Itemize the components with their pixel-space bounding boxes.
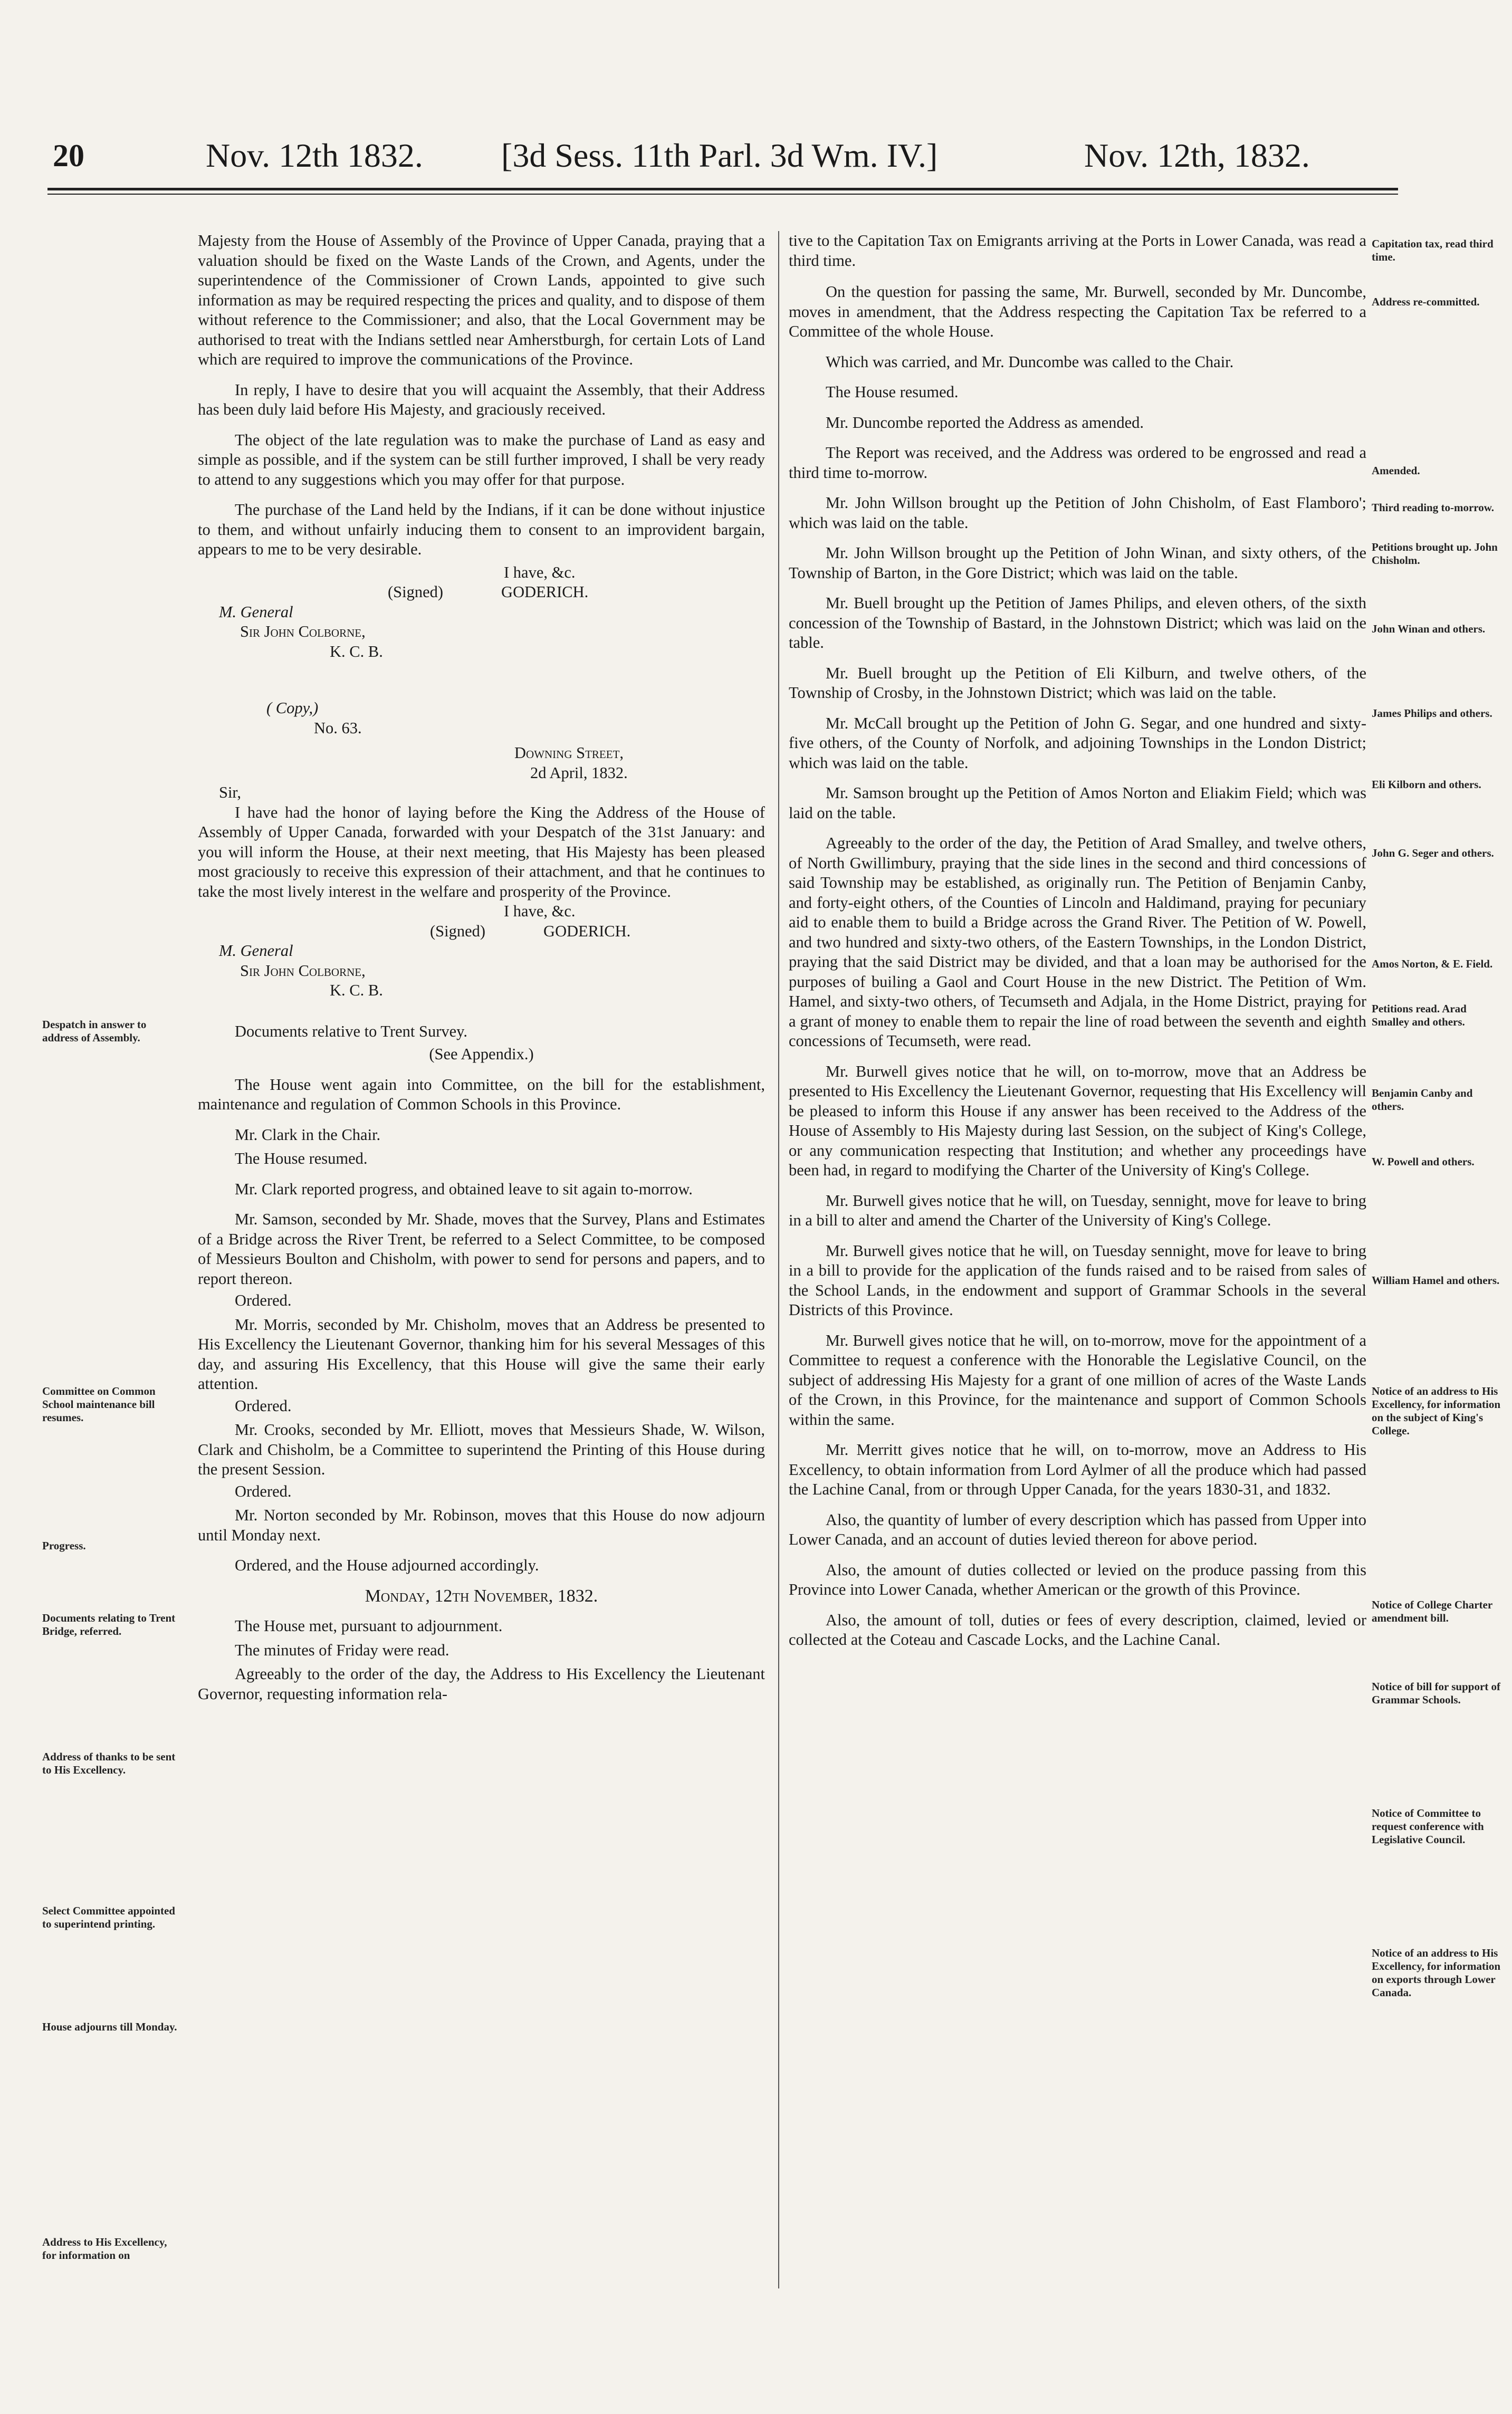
paragraph: On the question for passing the same, Mr. Burwell, seconded by Mr. Duncombe, moves in amendment, that the Address respecting the Capitation Tax be referred to a Committee of the whole House. <box>789 283 1366 340</box>
paragraph: Mr. Burwell gives notice that he will, on Tuesday, sennight, move for leave to bring in a bill to alter and amend the Charter of the University of King's College. <box>789 1191 1366 1229</box>
paragraph: Also, the amount of toll, duties or fees of every description, claimed, levied or collected at the Coteau and Cascade Locks, and the Lachine Canal. <box>789 1611 1366 1649</box>
paragraph: Mr. Samson brought up the Petition of Amos Norton and Eliakim Field; which was laid on the table. <box>789 784 1366 822</box>
margin-note-right: Address re-committed. <box>1372 295 1480 308</box>
paragraph: Ordered, and the House adjourned accordingly. <box>235 1556 539 1574</box>
header-date-left: Nov. 12th 1832. <box>206 137 423 174</box>
margin-note-right: William Hamel and others. <box>1372 1274 1500 1287</box>
paragraph: Mr. Duncombe reported the Address as amended. <box>826 413 1144 432</box>
margin-note-left: Address of thanks to be sent to His Excellency. <box>42 1750 176 1776</box>
ordered: Ordered. <box>235 1396 292 1415</box>
rank: M. General <box>219 602 293 621</box>
paragraph: Mr. Morris, seconded by Mr. Chisholm, moves that an Address be presented to His Excellency the Lieutenant Governor, thanking him for his several Messages of this day, and assuring His Excellency, that this House will give the same their early attention. <box>198 1315 765 1393</box>
margin-note-right: W. Powell and others. <box>1372 1155 1475 1168</box>
left-column <box>198 231 765 2315</box>
margin-note-right: Notice of an address to His Excellency, for information on the subject of King's College. <box>1372 1385 1500 1437</box>
paragraph: Mr. Norton seconded by Mr. Robinson, moves that this House do now adjourn until Monday next. <box>198 1506 765 1544</box>
header-date-right: Nov. 12th, 1832. <box>1084 137 1310 174</box>
salutation: Sir, <box>219 783 241 801</box>
appendix-note: (See Appendix.) <box>429 1045 534 1063</box>
letter-signature-1 <box>198 563 765 662</box>
addressee: Sir John Colborne, <box>240 961 366 980</box>
signer-name: GODERICH. <box>501 583 589 601</box>
addressee: Sir John Colborne, <box>240 622 366 640</box>
margin-note-left: Progress. <box>42 1539 86 1552</box>
paragraph: Mr. Buell brought up the Petition of Eli Kilburn, and twelve others, of the Township of Crosby, in the Johnstown District; which was laid on the table. <box>789 664 1366 702</box>
margin-note-left: House adjourns till Monday. <box>42 2020 177 2033</box>
paragraph: Mr. John Willson brought up the Petition of John Winan, and sixty others, of the Township of Barton, in the Gore District; which was laid on the table. <box>789 544 1366 582</box>
page-number: 20 <box>53 138 84 173</box>
paragraph: Mr. Burwell gives notice that he will, on to-morrow, move that an Address be presented to His Excellency the Lieutenant Governor, requesting that His Excellency will be pleased to inform this House if any answer has been received to the Address of the House of Assembly to His Majesty during last Session, on the subject of King's College, or any communication respecting that Institution; and whether any proceedings have been had, in regard to modifying the Charter of the University of King's College. <box>789 1062 1366 1179</box>
margin-note-right: Petitions read. Arad Smalley and others. <box>1372 1002 1467 1028</box>
paragraph: Agreeably to the order of the day, the Address to His Excellency the Lieutenant Governor, requesting information rela- <box>198 1665 765 1703</box>
paragraph: Mr. John Willson brought up the Petition of John Chisholm, of East Flamboro'; which was laid on the table. <box>789 494 1366 532</box>
margin-note-right: Notice of bill for support of Grammar Schools. <box>1372 1680 1501 1706</box>
margin-note-right: Capitation tax, read third time. <box>1372 237 1494 263</box>
paragraph: Mr. Clark in the Chair. <box>235 1125 381 1144</box>
margin-note-right: Notice of College Charter amendment bill. <box>1372 1598 1492 1624</box>
documents-heading: Documents relative to Trent Survey. <box>235 1022 468 1040</box>
margin-note-right: John G. Seger and others. <box>1372 847 1494 859</box>
margin-note-right: John Winan and others. <box>1372 622 1486 635</box>
paragraph: Mr. Crooks, seconded by Mr. Elliott, moves that Messieurs Shade, W. Wilson, Clark and Chisholm, be a Committee to superintend the Printing of this House during the present Session. <box>198 1421 765 1478</box>
paragraph: Majesty from the House of Assembly of the Province of Upper Canada, praying that a valuation should be fixed on the Waste Lands of the Crown, and Agents, under the superintendence of the Commissioner of Crown Lands, appointed to give such information as may be required respecting the prices and quality, and to dispose of them without reference to the Commissioner; and also, that the Local Government may be authorised to treat with the Indians settled near Amherstburgh, for certain Lots of Land which are required to improve the communications of the Province. <box>198 232 765 368</box>
right-column <box>789 231 1366 2315</box>
paragraph: The House resumed. <box>235 1149 368 1167</box>
paragraph: Also, the quantity of lumber of every description which has passed from Upper into Lower Canada, and an account of duties levied thereon for above period. <box>789 1510 1366 1548</box>
header-rule <box>47 188 1398 190</box>
addressee-title: K. C. B. <box>330 642 383 660</box>
paragraph: The minutes of Friday were read. <box>235 1641 449 1659</box>
paragraph: tive to the Capitation Tax on Emigrants arriving at the Ports in Lower Canada, was read a third time. <box>789 232 1366 270</box>
margin-note-right: Notice of an address to His Excellency, for information on exports through Lower Canada. <box>1372 1947 1500 1999</box>
paragraph: The House went again into Committee, on the bill for the establishment, maintenance and regulation of Common Schools in this Province. <box>198 1075 765 1113</box>
copy-label: ( Copy,) <box>266 699 319 717</box>
letter-place: Downing Street, <box>514 744 624 762</box>
margin-note-left: Committee on Common School maintenance bill resumes. <box>42 1385 156 1424</box>
paragraph: Mr. Burwell gives notice that he will, on to-morrow, move for the appointment of a Committee to request a conference with the Honorable the Legislative Council, on the subject of addressing His Majesty for a grant of one million of acres of the Waste Lands of the Crown, in this Province, for the maintenance and support of Common Schools within the same. <box>789 1331 1366 1429</box>
paragraph: Mr. Buell brought up the Petition of James Philips, and eleven others, of the sixth concession of the Township of Bastard, in the Johnstown District; which was laid on the table. <box>789 594 1366 652</box>
ordered: Ordered. <box>235 1291 292 1309</box>
addressee-title: K. C. B. <box>330 981 383 999</box>
paragraph: Mr. Clark reported progress, and obtained leave to sit again to-morrow. <box>235 1180 693 1198</box>
paragraph: The purchase of the Land held by the Indians, if it can be done without injustice to them, and without unfairly inducing them to consent to an improvident bargain, appears to me to be very desirable. <box>198 501 765 558</box>
header-rule-thin <box>47 194 1398 195</box>
margin-note-left: Address to His Excellency, for information on <box>42 2236 167 2262</box>
paragraph: Mr. McCall brought up the Petition of John G. Segar, and one hundred and sixty-five others, of the County of Norfolk, and adjoining Townships in the London District; which was laid on the table. <box>789 714 1366 772</box>
signed-label: (Signed) <box>430 922 486 940</box>
paragraph: Agreeably to the order of the day, the Petition of Arad Smalley, and twelve others, of North Gwillimbury, praying that the side lines in the second and third concessions of said Township may be established, as originally run. The Petition of Benjamin Canby, and forty-eight others, of the Counties of Lincoln and Haldimand, praying for pecuniary aid to enable them to build a Bridge across the Grand River. The Petition of W. Powell, and two hundred and sixty-two others, of the Eastern Townships, in the London District, praying that the said District may be divided, and that a loan may be authorised for the purposes of builing a Gaol and Court House in the new District. The Petition of Wm. Hamel, and sixty-two others, of Tecumseth and Adjala, in the Home District, praying for a grant of money to enable them to repair the line of road between the seventh and eighth concessions of Tecumseth, were read. <box>789 834 1366 1050</box>
rank: M. General <box>219 942 293 960</box>
letter-date: 2d April, 1832. <box>530 763 628 782</box>
margin-note-left: Select Committee appointed to superintend printing. <box>42 1904 175 1930</box>
paragraph: Which was carried, and Mr. Duncombe was called to the Chair. <box>826 352 1234 371</box>
margin-note-right: Notice of Committee to request conference with Legislative Council. <box>1372 1807 1484 1846</box>
signed-label: (Signed) <box>388 583 444 601</box>
margin-note-right: Third reading to-morrow. <box>1372 501 1494 514</box>
margin-note-left: Despatch in answer to address of Assembly. <box>42 1018 147 1044</box>
signer-name: GODERICH. <box>543 922 631 940</box>
letter-2 <box>198 698 765 1001</box>
despatch-number: No. 63. <box>314 719 362 737</box>
paragraph: In reply, I have to desire that you will acquaint the Assembly, that their Address has been duly laid before His Majesty, and graciously received. <box>198 380 765 418</box>
paragraph: The House resumed. <box>826 383 959 401</box>
running-header <box>47 132 1398 179</box>
ordered: Ordered. <box>235 1482 292 1500</box>
paragraph: The Report was received, and the Address was ordered to be engrossed and read a third time to-morrow. <box>789 444 1366 482</box>
paragraph: Mr. Merritt gives notice that he will, on to-morrow, move an Address to His Excellency, to obtain information from Lord Aylmer of all the produce which had passed the Lachine Canal, from or through Upper Canada, for the years 1830-31, and 1832. <box>789 1441 1366 1498</box>
margin-note-right: Amos Norton, & E. Field. <box>1372 957 1493 970</box>
margin-note-right: James Philips and others. <box>1372 707 1492 720</box>
column-divider <box>778 231 779 2288</box>
letter-closing: I have, &c. <box>504 563 576 581</box>
day-heading: Monday, 12th November, 1832. <box>365 1586 598 1606</box>
margin-note-right: Petitions brought up. John Chisholm. <box>1372 541 1498 567</box>
margin-note-left: Documents relating to Trent Bridge, referred. <box>42 1612 176 1637</box>
paragraph: Also, the amount of duties collected or levied on the produce passing from this Province into Lower Canada, whether American or the growth of this Province. <box>789 1560 1366 1598</box>
paragraph: The object of the late regulation was to make the purchase of Land as easy and simple as possible, and if the system can be still further improved, I shall be very ready to attend to any suggestions which you may offer for that purpose. <box>198 430 765 488</box>
margin-note-right: Eli Kilborn and others. <box>1372 778 1481 791</box>
margin-note-right: Benjamin Canby and others. <box>1372 1087 1473 1113</box>
letter-closing: I have, &c. <box>504 902 576 920</box>
margin-note-right: Amended. <box>1372 464 1420 477</box>
header-session: [3d Sess. 11th Parl. 3d Wm. IV.] <box>501 137 938 174</box>
paragraph: Mr. Burwell gives notice that he will, on Tuesday sennight, move for leave to bring in a bill to provide for the application of the funds raised and to be raised from sales of the School Lands, in the endowment and support of Grammar Schools in the several Districts of this Province. <box>789 1241 1366 1319</box>
paragraph: Mr. Samson, seconded by Mr. Shade, moves that the Survey, Plans and Estimates of a Bridge across the River Trent, be referred to a Select Committee, to be composed of Messieurs Boulton and Chisholm, with power to send for persons and papers, and to report thereon. <box>198 1210 765 1288</box>
paragraph: The House met, pursuant to adjournment. <box>235 1617 503 1635</box>
letter-body: I have had the honor of laying before the King the Address of the House of Assembly of Upper Canada, forwarded with your Despatch of the 31st January: and you will inform the House, at their next meeting, that His Majesty has been pleased most graciously to receive this expression of their attachment, and that he continues to take the most lively interest in the welfare and prosperity of the Province. <box>198 803 765 901</box>
